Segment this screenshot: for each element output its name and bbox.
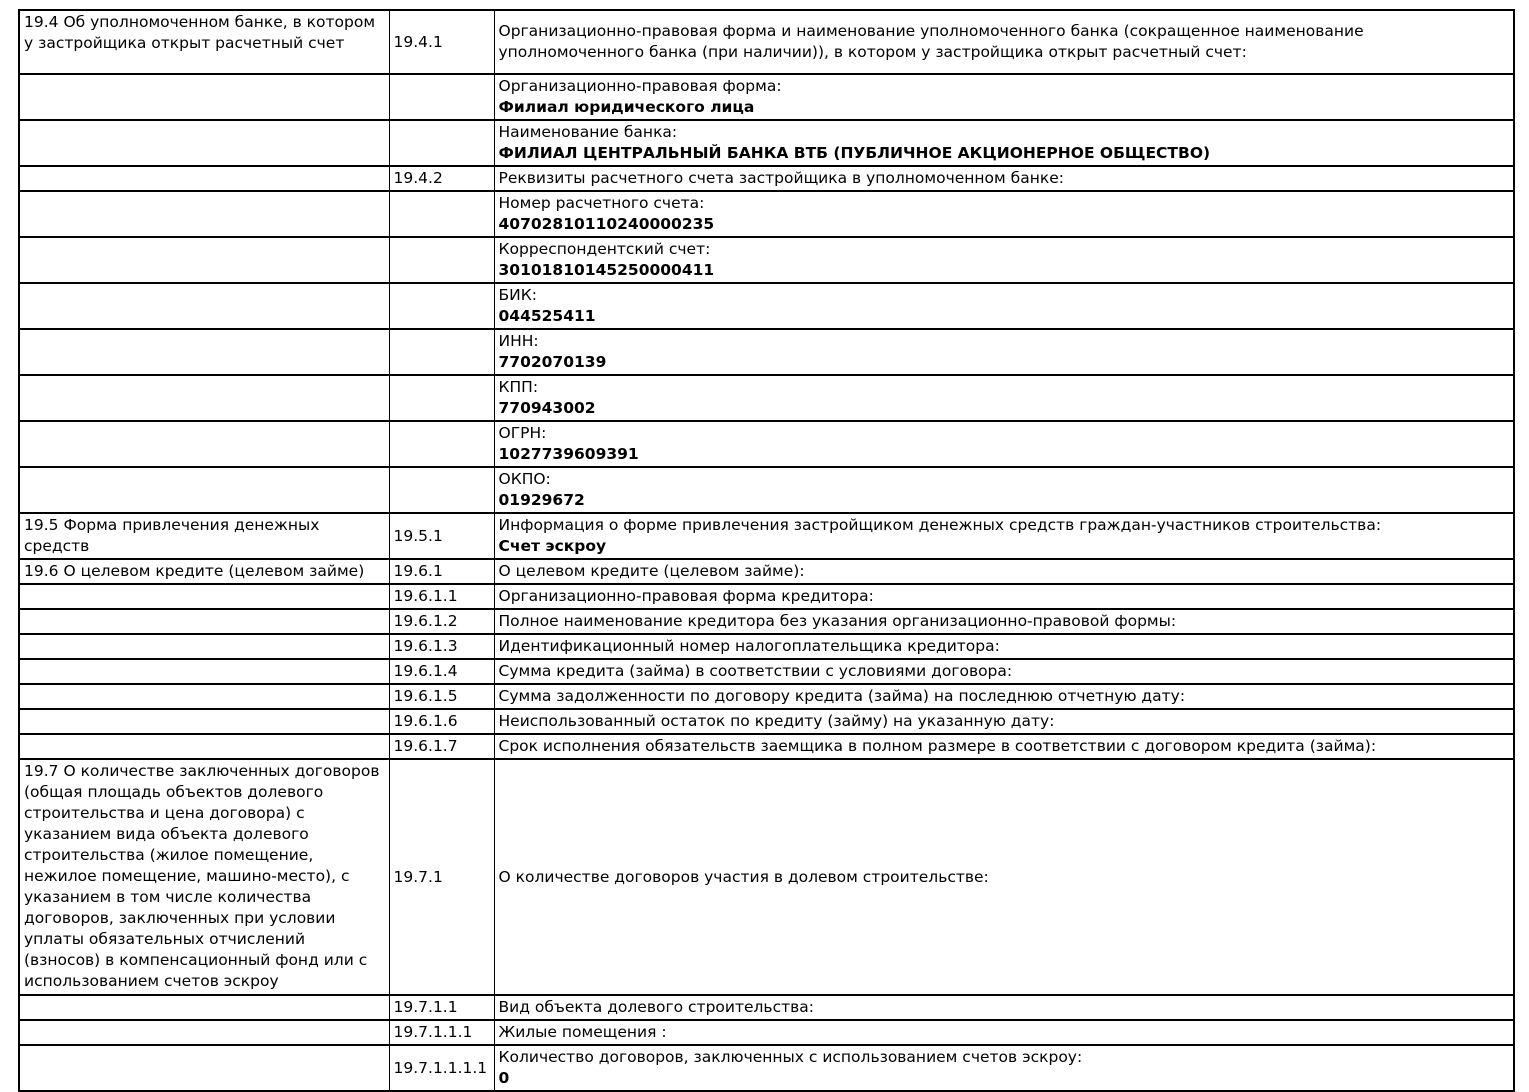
index-number: 19.7.1.1.1.1 [393, 1058, 488, 1077]
index-cell [389, 120, 494, 166]
index-number: 19.7.1 [393, 867, 443, 886]
field-label: Срок исполнения обязательств заемщика в полном размере в соответствии с договором кредита (займа): [498, 737, 1377, 755]
field-value: 40702810110240000235 [498, 215, 715, 233]
index-cell [389, 375, 494, 421]
field-label: Жилые помещения : [498, 1023, 667, 1041]
index-number: 19.6.1.2 [393, 612, 458, 630]
section-cell [19, 237, 389, 283]
section-title: 19.6 О целевом кредите (целевом займе) [24, 562, 365, 580]
table-row [19, 375, 1514, 421]
table-row [19, 559, 1514, 584]
section-cell [19, 329, 389, 375]
index-cell [389, 10, 494, 74]
table-row [19, 684, 1514, 709]
section-cell [19, 584, 389, 609]
field-label: О целевом кредите (целевом займе): [498, 562, 805, 580]
content-cell [494, 191, 1514, 237]
content-cell [494, 329, 1514, 375]
section-cell [19, 513, 389, 559]
table-row [19, 421, 1514, 467]
section-cell [19, 684, 389, 709]
index-cell [389, 734, 494, 759]
section-cell [19, 191, 389, 237]
field-value: 01929672 [498, 491, 585, 509]
field-value: 7702070139 [498, 353, 607, 371]
section-cell [19, 709, 389, 734]
index-cell [389, 609, 494, 634]
index-cell [389, 166, 494, 191]
section-cell [19, 10, 389, 74]
index-cell [389, 995, 494, 1020]
index-cell [389, 584, 494, 609]
index-cell [389, 1020, 494, 1045]
content-cell [494, 10, 1514, 74]
field-label: ИНН: [498, 332, 539, 350]
field-label: Корреспондентский счет: [498, 240, 711, 258]
index-cell [389, 709, 494, 734]
field-label: Вид объекта долевого строительства: [498, 998, 814, 1016]
index-number: 19.6.1.4 [393, 662, 458, 680]
index-number: 19.7.1.1.1 [393, 1023, 473, 1041]
table-row [19, 166, 1514, 191]
field-value: 770943002 [498, 399, 596, 417]
field-label: Номер расчетного счета: [498, 194, 705, 212]
section-cell [19, 283, 389, 329]
table-row [19, 734, 1514, 759]
content-cell [494, 283, 1514, 329]
index-cell [389, 74, 494, 120]
section-cell [19, 74, 389, 120]
index-number: 19.6.1.5 [393, 687, 458, 705]
table-row [19, 584, 1514, 609]
section-cell [19, 559, 389, 584]
section-cell [19, 995, 389, 1020]
field-label: БИК: [498, 286, 537, 304]
content-cell [494, 74, 1514, 120]
index-number: 19.6.1.7 [393, 737, 458, 755]
table-row [19, 634, 1514, 659]
index-cell [389, 329, 494, 375]
field-label: Сумма кредита (займа) в соответствии с условиями договора: [498, 662, 1013, 680]
index-cell [389, 421, 494, 467]
table-row [19, 1020, 1514, 1045]
content-cell [494, 120, 1514, 166]
index-cell [389, 759, 494, 995]
field-label: Количество договоров, заключенных с использованием счетов эскроу: [498, 1048, 1083, 1066]
content-cell [494, 1020, 1514, 1045]
section-cell [19, 659, 389, 684]
index-cell [389, 559, 494, 584]
content-cell [494, 609, 1514, 634]
section-cell [19, 120, 389, 166]
table-row [19, 709, 1514, 734]
field-label: ОКПО: [498, 470, 551, 488]
table-row [19, 467, 1514, 513]
content-cell [494, 1045, 1514, 1091]
field-value: Филиал юридического лица [498, 98, 755, 116]
content-cell [494, 513, 1514, 559]
content-cell [494, 421, 1514, 467]
field-label: Организационно-правовая форма: [498, 77, 782, 95]
content-cell [494, 584, 1514, 609]
section-cell [19, 759, 389, 995]
section-cell [19, 634, 389, 659]
content-cell [494, 759, 1514, 995]
index-cell [389, 684, 494, 709]
field-label: Наименование банка: [498, 123, 678, 141]
field-label: КПП: [498, 378, 539, 396]
field-value: 044525411 [498, 307, 596, 325]
project-declaration-table [18, 9, 1515, 1092]
table-row [19, 283, 1514, 329]
field-label: Идентификационный номер налогоплательщика кредитора: [498, 637, 1000, 655]
index-cell [389, 283, 494, 329]
content-cell [494, 467, 1514, 513]
table-row [19, 120, 1514, 166]
index-cell [389, 634, 494, 659]
content-cell [494, 166, 1514, 191]
field-label: ОГРН: [498, 424, 547, 442]
field-label: Полное наименование кредитора без указания организационно-правовой формы: [498, 612, 1177, 630]
section-cell [19, 375, 389, 421]
field-label: О количестве договоров участия в долевом строительстве: [498, 867, 989, 886]
index-cell [389, 1045, 494, 1091]
table-row [19, 191, 1514, 237]
content-cell [494, 634, 1514, 659]
content-cell [494, 709, 1514, 734]
index-number: 19.4.1 [393, 32, 443, 51]
field-label: Неиспользованный остаток по кредиту (займу) на указанную дату: [498, 712, 1055, 730]
section-title: 19.4 Об уполномоченном банке, в котором у застройщика открыт расчетный счет [24, 13, 376, 52]
content-cell [494, 734, 1514, 759]
index-number: 19.5.1 [393, 526, 443, 545]
content-cell [494, 684, 1514, 709]
index-number: 19.6.1.3 [393, 637, 458, 655]
content-cell [494, 237, 1514, 283]
table-row [19, 995, 1514, 1020]
table-row [19, 329, 1514, 375]
section-cell [19, 1045, 389, 1091]
table-row [19, 513, 1514, 559]
table-row [19, 1045, 1514, 1091]
index-cell [389, 237, 494, 283]
field-label: Организационно-правовая форма и наименование уполномоченного банка (сокращенное наименование уполномоченного банка (при наличии)), в котором у застройщика открыт расчетный счет: [498, 22, 1364, 61]
field-value: 0 [498, 1069, 510, 1087]
section-title: 19.5 Форма привлечения денежных средств [24, 516, 320, 555]
field-label: Информация о форме привлечения застройщиком денежных средств граждан-участников строительства: [498, 516, 1382, 534]
content-cell [494, 375, 1514, 421]
index-number: 19.6.1.1 [393, 587, 458, 605]
section-cell [19, 421, 389, 467]
field-value: ФИЛИАЛ ЦЕНТРАЛЬНЫЙ БАНКА ВТБ (ПУБЛИЧНОЕ АКЦИОНЕРНОЕ ОБЩЕСТВО) [498, 144, 1211, 162]
table-row [19, 609, 1514, 634]
table-row [19, 659, 1514, 684]
table-row [19, 759, 1514, 995]
index-number: 19.4.2 [393, 169, 443, 187]
field-label: Организационно-правовая форма кредитора: [498, 587, 874, 605]
table-row [19, 74, 1514, 120]
section-cell [19, 166, 389, 191]
section-cell [19, 467, 389, 513]
field-value: 1027739609391 [498, 445, 639, 463]
field-label: Реквизиты расчетного счета застройщика в уполномоченном банке: [498, 169, 1064, 187]
section-cell [19, 1020, 389, 1045]
index-cell [389, 191, 494, 237]
index-number: 19.6.1 [393, 562, 443, 580]
section-cell [19, 609, 389, 634]
content-cell [494, 659, 1514, 684]
field-value: 30101810145250000411 [498, 261, 715, 279]
field-value: Счет эскроу [498, 537, 607, 555]
table-row [19, 237, 1514, 283]
section-cell [19, 734, 389, 759]
index-number: 19.6.1.6 [393, 712, 458, 730]
index-cell [389, 513, 494, 559]
index-number: 19.7.1.1 [393, 998, 458, 1016]
content-cell [494, 559, 1514, 584]
section-title: 19.7 О количестве заключенных договоров (общая площадь объектов долевого строительства и цена договора) с указанием вида объекта долевого строительства (жилое помещение, нежилое помещение, машино-место), с указанием в том числе количества договоров, заключенных при условии уплаты обязательных отчислений (взносов) в компенсационный фонд или с использованием счетов эскроу [24, 762, 380, 990]
content-cell [494, 995, 1514, 1020]
index-cell [389, 659, 494, 684]
index-cell [389, 467, 494, 513]
field-label: Сумма задолженности по договору кредита (займа) на последнюю отчетную дату: [498, 687, 1186, 705]
table-row [19, 10, 1514, 74]
